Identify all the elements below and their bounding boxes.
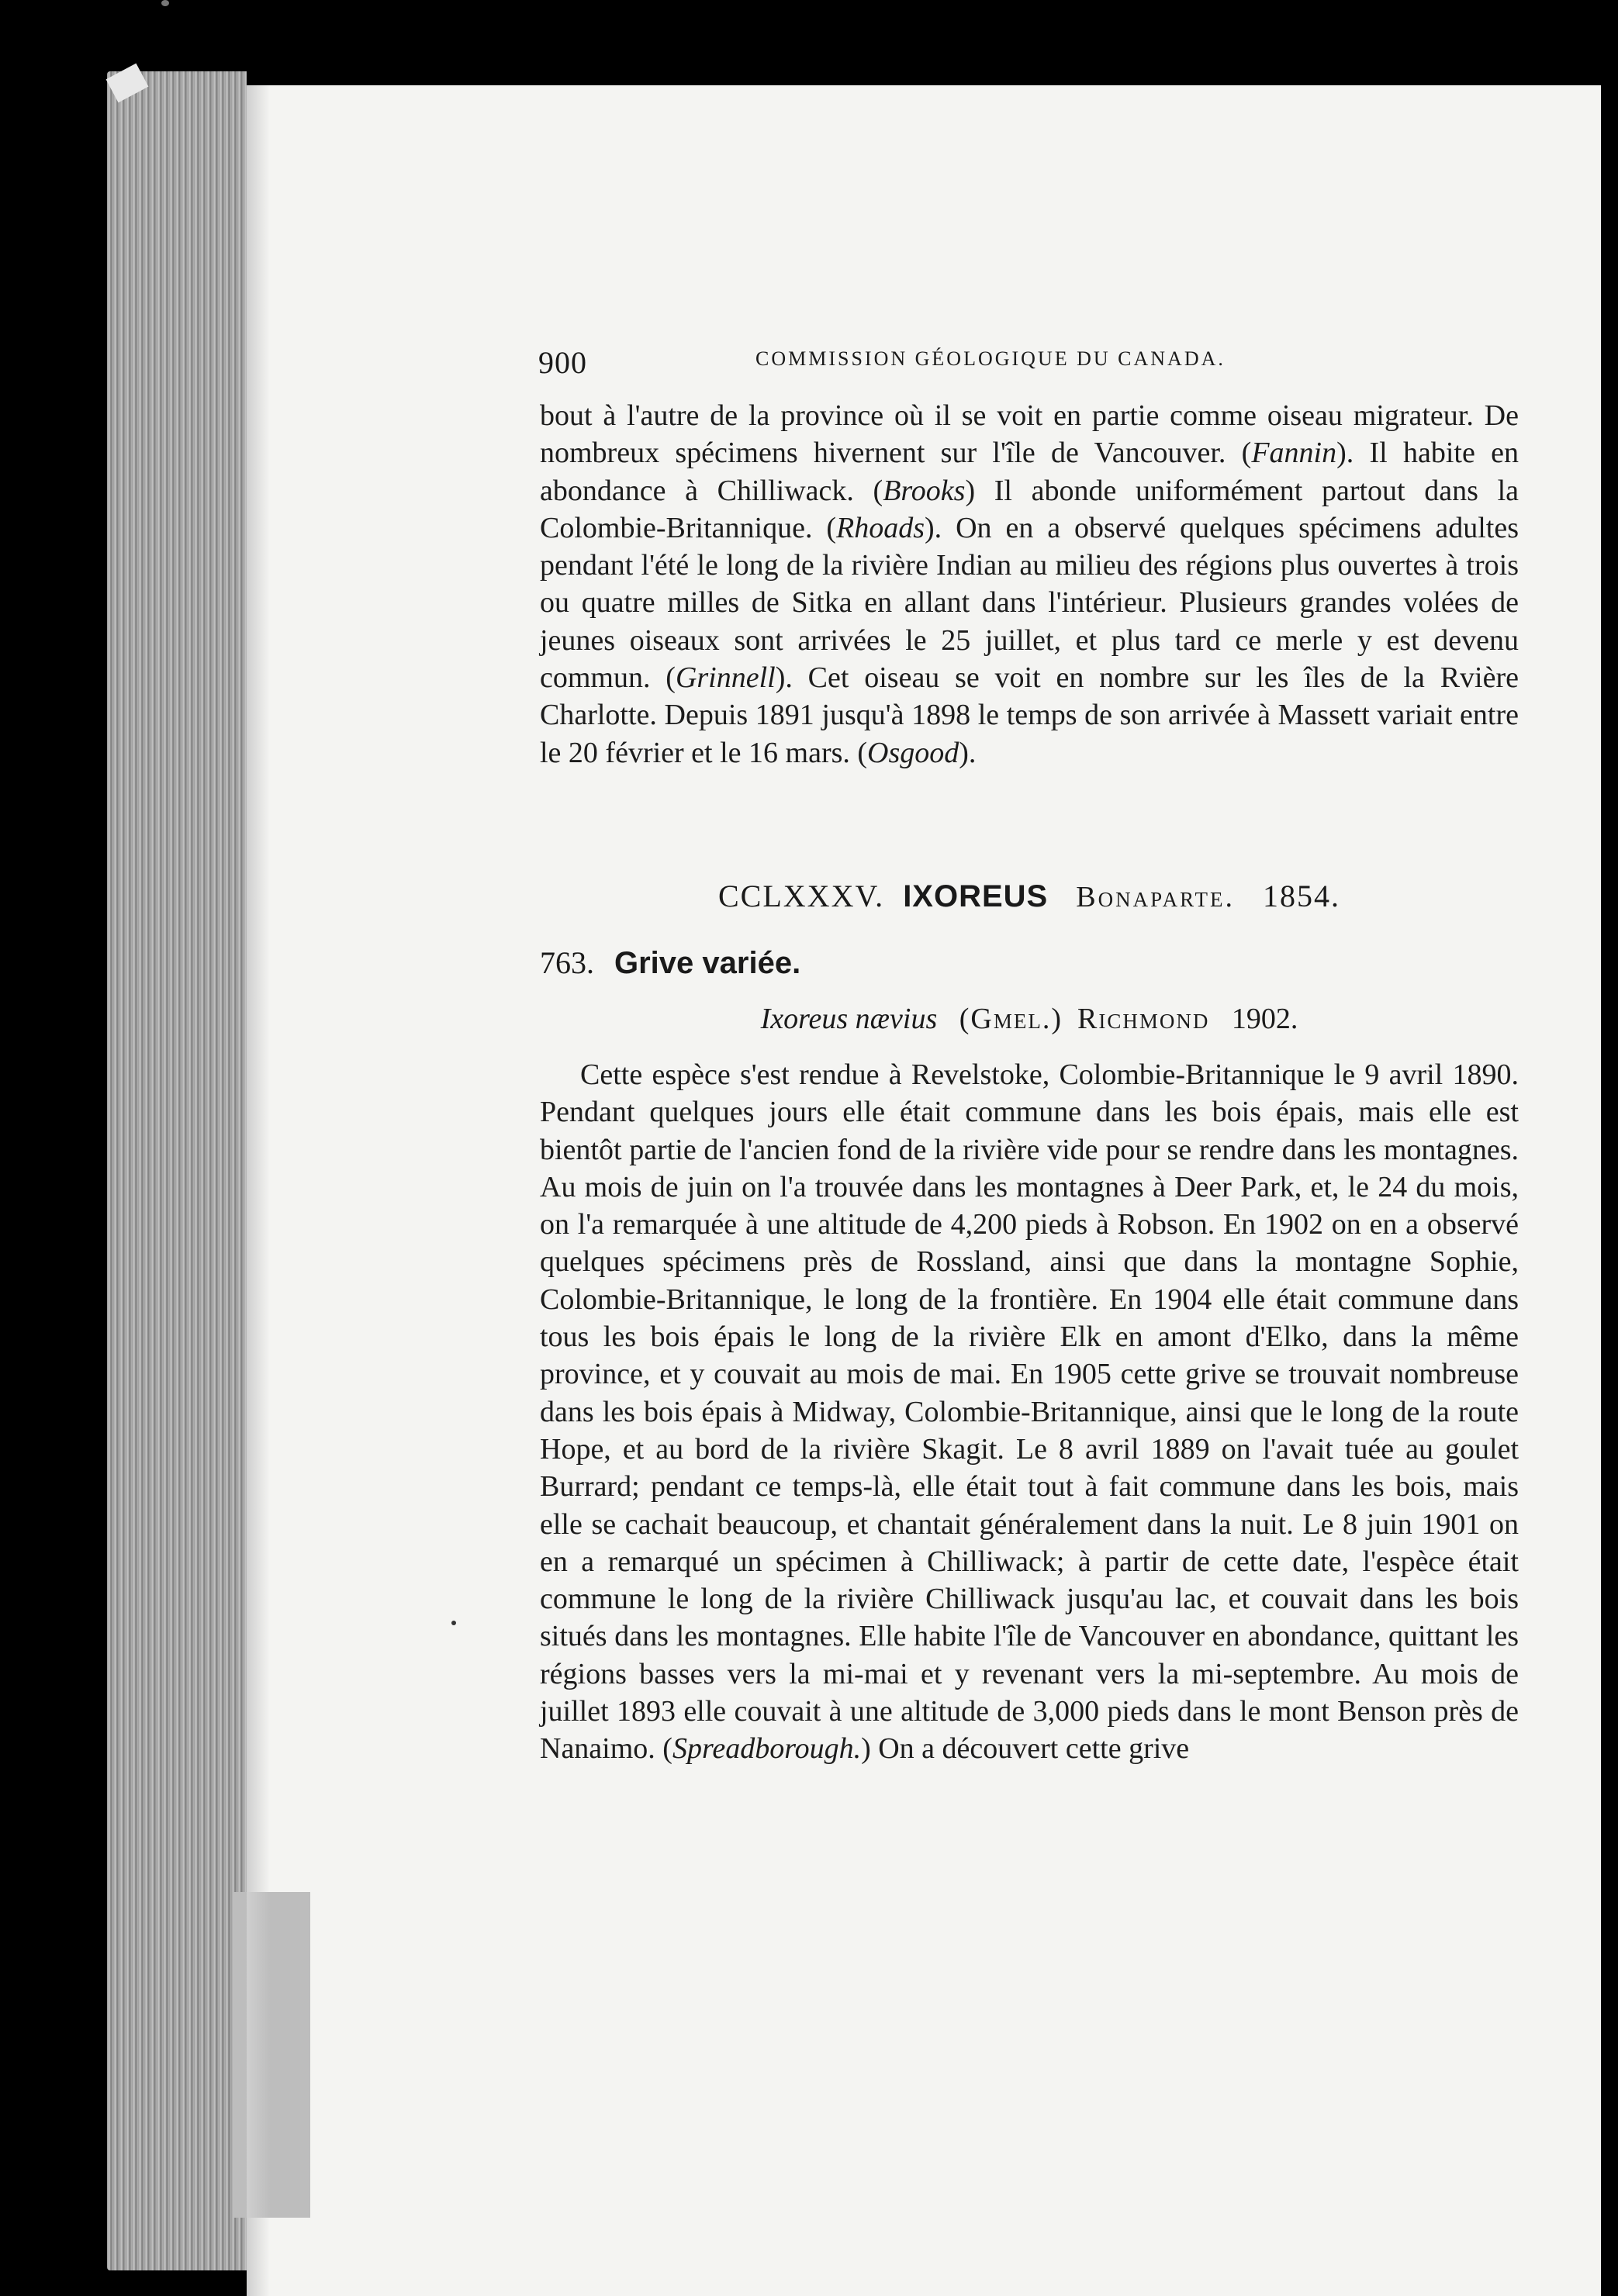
citation-author: Brooks <box>883 474 966 507</box>
genus-numeral: CCLXXXV. <box>718 879 885 913</box>
running-head-title: COMMISSION GÉOLOGIQUE DU CANADA. <box>755 347 1226 370</box>
genus-name: IXOREUS <box>903 879 1049 913</box>
citation-author: Spreadborough. <box>672 1732 862 1766</box>
synonym-binomial: Ixoreus nævius <box>760 1003 938 1035</box>
page-number: 900 <box>538 345 587 380</box>
book-page-edges <box>107 71 247 2270</box>
text-run: ). On en a observé quelques spécimens adultes pendant l'été le long de la rivière Indian au milieu des régions plus ouvertes à trois ou quatre milles de Sitka en allant dans l'intérieur. Plusieurs grandes volées de jeunes oiseaux sont arrivées le 25 juillet, et plus tard ce merle y est devenu commun. ( <box>540 511 1519 695</box>
genus-year: 1854. <box>1262 879 1340 913</box>
text-run: ). Il habite en abondance à Chilliwack. ( <box>540 437 1519 507</box>
text-run: ) Il abonde uniformément partout dans la Colombie-Britannique. ( <box>540 474 1519 544</box>
continued-paragraph <box>540 397 1519 772</box>
scan-speck <box>161 0 169 6</box>
paragraph-text <box>540 397 1519 772</box>
citation-author: Osgood <box>867 736 959 769</box>
synonym-author-2: Richmond <box>1077 1003 1210 1035</box>
text-run: ). Cet oiseau se voit en nombre sur les îles de la Rvière Charlotte. Depuis 1891 jusqu'à 1898 le temps de son arrivée à Massett variait entre le 20 février et le 16 mars. ( <box>540 661 1519 769</box>
genus-heading <box>540 878 1519 914</box>
text-run: bout à l'autre de la province où il se voit en partie comme oiseau migrateur. De nombreux spécimens hivernent sur l'île de Vancouver. ( <box>540 399 1519 470</box>
scan-border-right <box>1601 0 1618 2296</box>
citation-author: Grinnell <box>675 661 776 695</box>
synonym-author-1: (Gmel.) <box>959 1003 1063 1035</box>
page-gutter-lower <box>233 1892 310 2218</box>
page-gutter-shadow <box>247 85 270 2296</box>
text-run: ) On a découvert cette grive <box>861 1732 1190 1766</box>
running-head <box>538 344 1517 391</box>
citation-author: Rhoads <box>836 511 925 544</box>
scan-speck <box>451 1621 456 1625</box>
species-number: 763. <box>540 945 594 980</box>
paragraph-text <box>540 1056 1519 1768</box>
species-synonym <box>540 1002 1519 1036</box>
synonym-year: 1902. <box>1231 1003 1298 1035</box>
text-run: Cette espèce s'est rendue à Revelstoke, Colombie-Britannique le 9 avril 1890. Pendant quelques jours elle était commune dans les bois épais, mais elle est bientôt partie de l'ancien fond de la rivière vide pour se rendre dans les montagnes. Au mois de juin on l'a trouvée dans les montagnes à Deer Park, et, le 24 du mois, on l'a remarquée à une altitude de 4,200 pieds à Robson. En 1902 on en a observé quelques spécimens près de Rossland, ainsi que dans la montagne Sophie, Colombie-Britannique, le long de la frontière. En 1904 elle était commune dans tous les bois épais le long de la rivière Elk en amont d'Elko, dans la même province, et y couvait au mois de mai. En 1905 cette grive se trouvait nombreuse dans les bois épais à Midway, Colombie-Britannique, ainsi que le long de la route Hope, et au bord de la rivière Skagit. Le 8 avril 1889 on l'avait tuée au goulet Burrard; pendant ce temps-là, elle était tout à fait commune dans les bois, mais elle se cachait beaucoup, et chantait généralement dans la nuit. Le 8 juin 1901 on en a remarqué un spécimen à Chilliwack; à partir de cette date, l'espèce était commune le long de la rivière Chilliwack jusqu'au lac, et couvait dans les bois situés dans les montagnes. Elle habite l'île de Vancouver en abondance, quittant les régions basses vers la mi-mai et y revenant vers la mi-septembre. Au mois de juillet 1893 elle couvait à une altitude de 3,000 pieds dans le mont Benson près de Nanaimo. ( <box>540 1058 1519 1766</box>
species-name: Grive variée. <box>614 946 801 980</box>
genus-author: Bonaparte. <box>1076 881 1235 913</box>
text-run: ). <box>959 736 977 769</box>
citation-author: Fannin <box>1251 437 1337 470</box>
species-heading <box>540 944 1519 981</box>
species-account <box>540 1056 1519 1768</box>
